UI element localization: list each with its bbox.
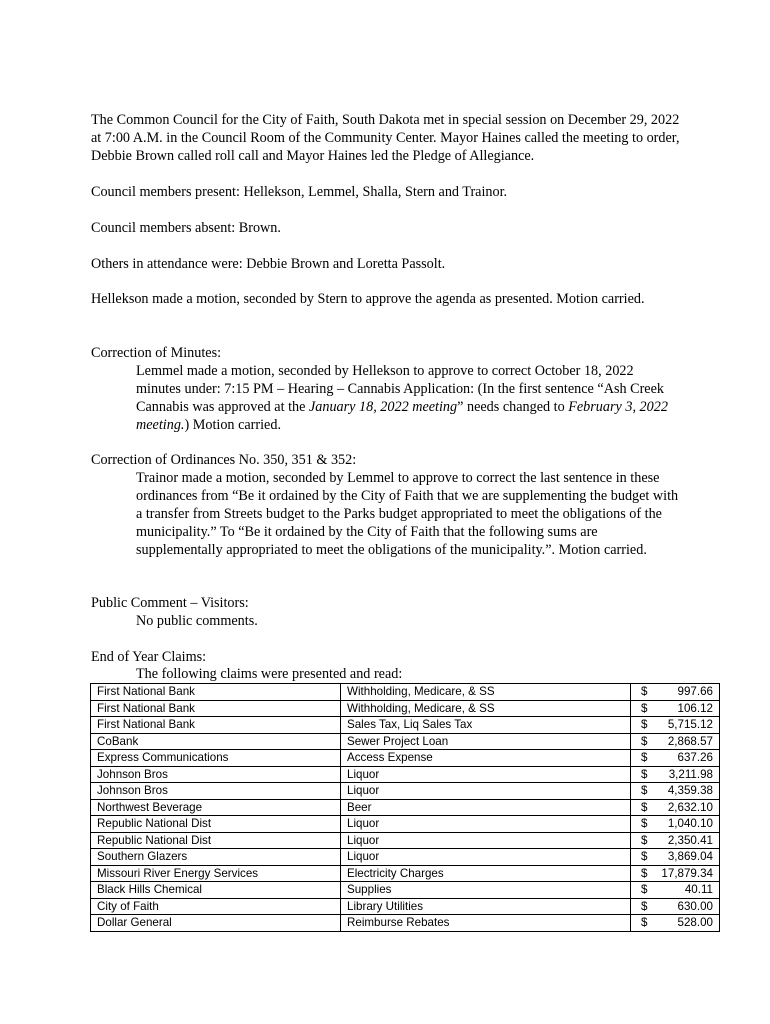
currency-symbol: $ xyxy=(641,701,648,715)
claims-row xyxy=(91,684,720,701)
currency-symbol: $ xyxy=(641,817,648,830)
claims-heading: End of Year Claims: xyxy=(91,649,207,665)
claim-vendor: Dollar General xyxy=(91,915,341,932)
claim-amount: 2,350.41 xyxy=(667,833,713,847)
claim-amount: 3,211.98 xyxy=(668,767,713,781)
currency-symbol: $ xyxy=(641,751,648,764)
claims-row xyxy=(91,898,720,915)
claim-description: Withholding, Medicare, & SS xyxy=(341,684,631,701)
members-present: Council members present: Hellekson, Lemmel, Shalla, Stern and Trainor. xyxy=(91,184,508,200)
correction-minutes-part2: ” needs changed to xyxy=(457,399,569,415)
claim-vendor: Johnson Bros xyxy=(91,766,341,783)
claim-vendor: Northwest Beverage xyxy=(91,799,341,816)
claim-amount: 4,359.38 xyxy=(667,784,713,797)
claim-description: Sewer Project Loan xyxy=(341,733,631,750)
claim-amount-cell xyxy=(631,915,720,932)
claim-amount: 106.12 xyxy=(677,701,713,715)
claims-row xyxy=(91,766,720,783)
correction-ordinances-heading: Correction of Ordinances No. 350, 351 & 352: xyxy=(91,452,357,468)
claim-amount-cell xyxy=(631,849,720,866)
correction-minutes-heading: Correction of Minutes: xyxy=(91,345,222,361)
claim-amount-cell xyxy=(631,799,720,816)
claim-description: Liquor xyxy=(341,783,631,800)
currency-symbol: $ xyxy=(641,767,648,781)
claim-amount: 40.11 xyxy=(684,883,713,896)
currency-symbol: $ xyxy=(641,850,648,863)
claim-vendor: Southern Glazers xyxy=(91,849,341,866)
public-comment-heading: Public Comment – Visitors: xyxy=(91,595,249,611)
claim-amount: 17,879.34 xyxy=(661,866,713,880)
intro-paragraph: The Common Council for the City of Faith, South Dakota met in special session on December 29, 2022 at 7:00 A.M. in the Council Room of the Community Center. Mayor Haines called the meeting to order, Debbie Brown called roll call and Mayor Haines led the Pledge of Allegiance. xyxy=(91,112,680,164)
currency-symbol: $ xyxy=(641,899,648,913)
claim-description: Liquor xyxy=(341,816,631,833)
claim-amount: 2,868.57 xyxy=(667,734,713,748)
claims-row xyxy=(91,915,720,932)
claims-row xyxy=(91,882,720,899)
claims-row xyxy=(91,717,720,734)
members-absent: Council members absent: Brown. xyxy=(91,220,281,236)
claims-row xyxy=(91,865,720,882)
claims-row xyxy=(91,799,720,816)
claims-table xyxy=(90,683,720,932)
claim-description: Liquor xyxy=(341,766,631,783)
claim-vendor: Missouri River Energy Services xyxy=(91,865,341,882)
claim-description: Beer xyxy=(341,799,631,816)
correction-minutes-italic2: February 3, 2022 meeting. xyxy=(136,399,668,433)
claim-vendor: Republic National Dist xyxy=(91,832,341,849)
currency-symbol: $ xyxy=(641,685,648,698)
claim-vendor: Black Hills Chemical xyxy=(91,882,341,899)
claim-description: Library Utilities xyxy=(341,898,631,915)
claim-vendor: First National Bank xyxy=(91,684,341,701)
currency-symbol: $ xyxy=(641,883,648,896)
correction-minutes-italic1: January 18, 2022 meeting xyxy=(308,399,458,415)
claims-row xyxy=(91,733,720,750)
claim-description: Access Expense xyxy=(341,750,631,767)
claim-amount: 5,715.12 xyxy=(667,718,713,731)
claim-amount-cell xyxy=(631,700,720,717)
claim-amount-cell xyxy=(631,882,720,899)
claim-amount-cell xyxy=(631,898,720,915)
claim-vendor: Republic National Dist xyxy=(91,816,341,833)
claim-description: Reimburse Rebates xyxy=(341,915,631,932)
claim-amount-cell xyxy=(631,766,720,783)
others-in-attendance: Others in attendance were: Debbie Brown and Loretta Passolt. xyxy=(91,256,446,272)
claim-description: Sales Tax, Liq Sales Tax xyxy=(341,717,631,734)
claim-amount-cell xyxy=(631,816,720,833)
claim-vendor: City of Faith xyxy=(91,898,341,915)
claim-amount-cell xyxy=(631,717,720,734)
currency-symbol: $ xyxy=(641,833,648,847)
correction-minutes-part1: Lemmel made a motion, seconded by Hellekson to approve to correct October 18, 2022 minutes under: 7:15 PM – Hearing – Cannabis Application: (In the first sentence “Ash Creek Cannabis was approved at the xyxy=(136,363,664,415)
claim-description: Electricity Charges xyxy=(341,865,631,882)
currency-symbol: $ xyxy=(641,784,648,797)
claim-vendor: CoBank xyxy=(91,733,341,750)
currency-symbol: $ xyxy=(641,718,648,731)
correction-minutes-text xyxy=(136,362,681,434)
claim-vendor: First National Bank xyxy=(91,717,341,734)
claim-vendor: First National Bank xyxy=(91,700,341,717)
public-comment-text: No public comments. xyxy=(136,613,258,629)
claim-amount: 630.00 xyxy=(677,899,713,913)
claims-row xyxy=(91,816,720,833)
claims-row xyxy=(91,750,720,767)
agenda-motion: Hellekson made a motion, seconded by Stern to approve the agenda as presented. Motion carried. xyxy=(91,291,645,307)
correction-minutes-part3: ) Motion carried. xyxy=(184,417,281,433)
claims-table-body xyxy=(91,684,720,932)
claim-description: Supplies xyxy=(341,882,631,899)
claim-amount-cell xyxy=(631,733,720,750)
claim-amount: 1,040.10 xyxy=(667,817,713,830)
claim-amount-cell xyxy=(631,783,720,800)
currency-symbol: $ xyxy=(641,916,648,929)
claim-amount: 2,632.10 xyxy=(667,800,713,814)
claim-amount-cell xyxy=(631,865,720,882)
claim-description: Liquor xyxy=(341,832,631,849)
currency-symbol: $ xyxy=(641,866,648,880)
claim-description: Liquor xyxy=(341,849,631,866)
claim-amount: 528.00 xyxy=(677,916,713,929)
claim-description: Withholding, Medicare, & SS xyxy=(341,700,631,717)
claims-row xyxy=(91,832,720,849)
claim-vendor: Johnson Bros xyxy=(91,783,341,800)
claim-amount-cell xyxy=(631,684,720,701)
claim-amount: 3,869.04 xyxy=(667,850,713,863)
claim-amount-cell xyxy=(631,750,720,767)
claims-row xyxy=(91,783,720,800)
currency-symbol: $ xyxy=(641,800,648,814)
claims-row xyxy=(91,849,720,866)
claims-row xyxy=(91,700,720,717)
claim-amount: 997.66 xyxy=(677,685,713,698)
currency-symbol: $ xyxy=(641,734,648,748)
claim-amount-cell xyxy=(631,832,720,849)
correction-ordinances-text: Trainor made a motion, seconded by Lemmel to approve to correct the last sentence in these ordinances from “Be it ordained by the City of Faith that we are supplementing the budget with a transfer from Streets budget to the Parks budget appropriated to meet the obligations of the municipality.” To “Be it ordained by the City of Faith that the following sums are supplementally appropriated to meet the obligations of the municipality.”. Motion carried. xyxy=(136,470,679,558)
claims-intro: The following claims were presented and read: xyxy=(136,666,403,682)
claim-amount: 637.26 xyxy=(677,751,713,764)
claim-vendor: Express Communications xyxy=(91,750,341,767)
